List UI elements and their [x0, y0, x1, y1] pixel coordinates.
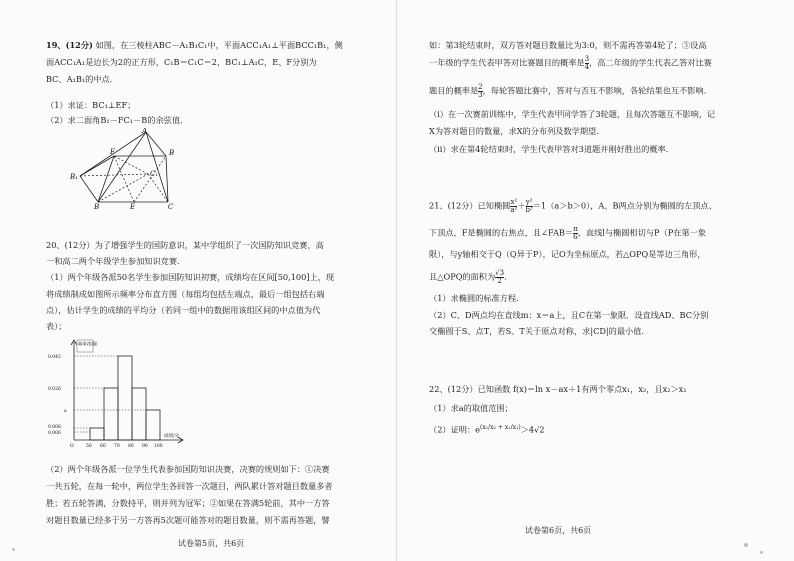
prism-edge [80, 156, 114, 176]
frequency-histogram [44, 336, 194, 456]
q19-stem: 如图，在三棱柱ABC－A₁B₁C₁中，平面ACC₁A₁⊥平面BCC₁B₁，侧 [95, 40, 343, 50]
xtick: 50 [86, 444, 92, 449]
prism-hidden-edge [148, 174, 168, 202]
right-page-footer: 试卷第6页，共6页 [525, 526, 592, 535]
vertex-label-a: A [142, 128, 148, 135]
ytick: 0.006 [48, 431, 61, 436]
prism-edge [166, 156, 168, 202]
q20-line-3: （1）两个年级各派50名学生参加国防知识初赛，成绩均在区间[50,100]上，现 [46, 272, 335, 282]
prism-hidden-edge [114, 156, 134, 202]
q20-line-4: 将成绩制成如图所示频率分布直方图（每组均包括左端点，最后一组包括右端 [46, 289, 325, 299]
q19-line-2: 面ACC₁A₁是边长为2的正方形，C₁B＝C₁C＝2，BC₁⊥A₁C，E、F分别为 [46, 57, 317, 67]
q20-cont-text: ，高二年级的学生代表乙答对比赛 [589, 57, 712, 68]
q20-cont-text: ，每轮答题比赛中，答对与否互不影响，各轮结果也互不影响. [482, 85, 707, 96]
q20-line-7: （2）两个年级各派一位学生代表参加国防知识决赛，决赛的规则如下：①决赛 [46, 464, 330, 474]
ytick: 0.026 [48, 387, 61, 392]
q20-cont-line-3 [429, 84, 706, 99]
xtick: 70 [114, 444, 120, 449]
fraction-denominator: 4 [584, 63, 590, 71]
q22-text: ＞4√2 [520, 424, 545, 435]
q21-line-2 [429, 226, 706, 241]
histogram-bar [104, 388, 118, 440]
left-page-footer: 试卷第5页，共6页 [178, 539, 245, 548]
prism-hidden-edge [98, 174, 148, 202]
q21-text: 下顶点，F是椭圆的右焦点，且∠FAB＝ [429, 227, 574, 238]
histogram-bar [146, 410, 160, 440]
histogram-xlabel: 成绩/分 [164, 434, 180, 439]
q20-cont-text: 一年级的学生代表甲答对比赛题目的概率是 [429, 57, 585, 68]
histogram-bar [132, 388, 146, 440]
q21-text: . [504, 271, 507, 282]
q20-line-1: 20、(12分）为了增强学生的国防意识，某中学组织了一次国防知识竞赛，高 [46, 240, 324, 250]
q20-cont-text: 题目的概率是 [429, 85, 479, 96]
vertex-label-f: F [110, 148, 115, 156]
prism-edge [98, 156, 114, 202]
q20-cont-line-6: （ii）求在第4轮结束时，学生代表甲答对3道题并刚好胜出的概率. [429, 144, 669, 154]
q21-part-2: （2）C、D两点均在直线m：x＝a上，且C在第一象限．设直线AD、BC分别 [429, 310, 709, 320]
q20-line-2: 一和高二两个年级学生参加知识竞赛. [46, 256, 180, 266]
fraction-numerator: y² [525, 198, 533, 206]
fraction-numerator: √3 [495, 269, 505, 277]
q21-text: 且△OPQ的面积为 [429, 271, 496, 282]
q21-text: 21、(12分）已知椭圆 [429, 200, 511, 211]
scan-speck [760, 551, 763, 554]
q20-line-6: 表）； [46, 321, 67, 331]
q22-line-1: 22、(12分）已知函数 f(x)＝ln x－ax＋1有两个零点x₁，x₂，且x₂＞x₁ [429, 384, 687, 394]
q21-part-1: （1）求椭圆的标准方程. [429, 293, 519, 303]
exponent-expression: (x₁/x₂ + x₂/x₁) [480, 424, 521, 431]
vertex-label-b: B [94, 203, 100, 210]
fraction-numerator: 2 [478, 83, 483, 91]
xtick: 80 [128, 444, 134, 449]
fraction-numerator: 3 [584, 55, 590, 63]
q20-line-10: 对题目数量已经多于另一方答再5次题可能答对的题目数量，则不需再答题，譬 [46, 515, 330, 525]
histogram-bar [118, 356, 132, 440]
q20-cont-line-2 [429, 56, 712, 71]
ellipse-term-y [526, 199, 533, 214]
q20-line-5: 点），估计学生的成绩的平均分（若同一组中的数据用该组区间的中点值为代 [46, 305, 321, 315]
fraction-numerator: x² [510, 198, 518, 206]
fraction-denominator: 6 [573, 233, 578, 241]
xtick: 60 [100, 444, 106, 449]
vertex-label-c: C [168, 203, 174, 210]
q21-line-3: 限），与y轴相交于Q（Q异于P），记O为坐标原点，若△OPQ是等边三角形， [429, 249, 706, 259]
q21-part-3: 交椭圆于S、点T，若S、T关于原点对称，求|CD|的最小值. [429, 326, 645, 336]
fraction-denominator: 2 [495, 277, 504, 285]
vertex-label-b1: B₁ [70, 173, 78, 181]
fraction-numerator: π [573, 225, 578, 233]
q22-part-2 [429, 424, 545, 436]
q19-line-3: BC、A₁B₁的中点. [46, 74, 113, 84]
prism-edge [98, 132, 146, 202]
fraction-denominator: b² [525, 206, 533, 214]
q20-line-8: 一共五轮，在每一轮中，两位学生各回答一次题目，两队累计答对题目数量多者 [46, 481, 333, 491]
q22-part-1: （1）求a的取值范围； [429, 403, 513, 413]
prism-hidden-edge [80, 174, 148, 176]
q21-line-4 [429, 270, 507, 285]
xtick: O [70, 444, 74, 449]
prism-edge [146, 132, 168, 202]
q19-number: 19、(12分) [46, 40, 93, 50]
xtick: 100 [154, 444, 163, 449]
ytick: 0.042 [48, 355, 61, 360]
prism-hidden-edge [134, 156, 166, 202]
right-exam-page [397, 0, 794, 561]
plus-sign: ＋ [517, 200, 526, 211]
ytick: a [64, 409, 67, 414]
vertex-label-top: B [169, 149, 175, 157]
q22-text: （2）证明：e [429, 424, 480, 435]
prism-edge [80, 176, 98, 202]
q21-text: ，直线l与椭圆相切与P（P在第一象 [577, 227, 706, 238]
scan-speck [12, 548, 15, 551]
fraction-denominator: a² [510, 206, 518, 214]
vertex-label-c1: C₁ [150, 170, 159, 178]
q21-line-1 [429, 199, 717, 214]
q20-cont-line-4: （i）在一次赛前训练中，学生代表甲同学答了3轮题，且每次答题互不影响，记 [429, 109, 716, 119]
q19-line-1 [46, 40, 343, 51]
q21-text: ＝1（a＞b＞0），A、B两点分别为椭圆的左顶点、 [532, 200, 717, 211]
q20-cont-line-5: X为答对题目的数量，求X的分布列及数学期望. [429, 126, 599, 136]
ytick: 0.008 [48, 425, 61, 430]
q20-line-9: 胜；若五轮答满，分数持平，则并列为冠军；②如果在答满5轮前，其中一方答 [46, 498, 330, 508]
fraction-root-three-half [495, 270, 504, 285]
q19-part-1: （1）求证：BC₁⊥EF； [46, 100, 136, 110]
q19-part-2: （2）求二面角B₁－FC₁－B的余弦值. [46, 115, 183, 125]
histogram-bar [90, 428, 104, 440]
scan-speck [744, 543, 748, 547]
prism-figure [68, 128, 188, 210]
prism-edge [146, 132, 166, 156]
xtick: 90 [142, 444, 148, 449]
vertex-label-e: E [130, 203, 136, 210]
fraction-denominator: 3 [478, 91, 483, 99]
q20-cont-line-1: 如：第3轮结束时，双方答对题目数量比为3:0，则不需再答第4轮了；③设高 [429, 40, 707, 50]
histogram-ylabel: 频率/组距 [78, 342, 98, 348]
